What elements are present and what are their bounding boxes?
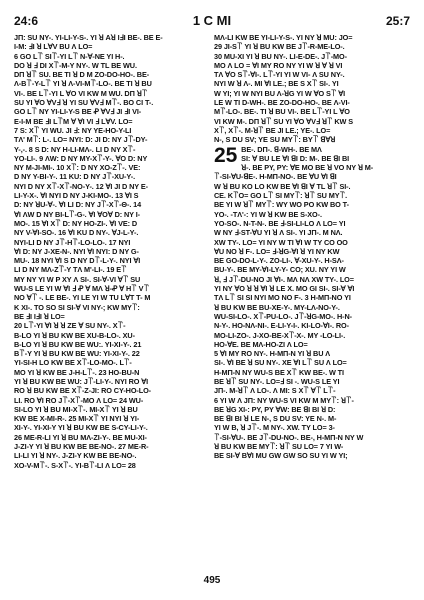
- text-line: SI: ꓯ BU LE ꓯI ꓭI D: M-. BE ꓭI BI: [241, 153, 350, 163]
- text-line: HO-ꓯE. BE MΛ-HO-ZI Λ LO=: [214, 339, 308, 349]
- text-line: BE ꓤ꓅ SU NY-. LO=ꓞ SI -. WU-S LE YI: [214, 376, 340, 386]
- text-line: TΛ ꓯO S꓅-ꓯI-. L꓅-YI YI W VI- Λ SU NY-.: [214, 70, 345, 80]
- text-line: BE ꓤG XI-: PY, PY ꓯW: BE ꓭI BI ꓤ D:: [214, 404, 336, 414]
- text-line: NYI D NY X꓅-X꓅-NO-Y-. 12 ꓯI JI D NY E-: [14, 181, 148, 191]
- right-column-continuation: [214, 33, 404, 135]
- text-line: W ꓤ BU KO LO KW BE ꓯI ꓭI ꓯ TL ꓤ꓅ SI-.: [214, 181, 351, 191]
- text-line: 30 MU-XI YI ꓤ BU NY-. LI-E-DE-. J꓅-MO-: [214, 51, 347, 61]
- running-header-book: 1 C MI: [192, 13, 232, 28]
- text-line: J-ZI-Y YI ꓤ BU KW BE BE-NO-. 27 ME-R-: [14, 442, 149, 452]
- text-line: BU-Y-. BE MY-ꓯI-LY-Y- CO; XU. NY YI W: [214, 265, 346, 275]
- text-line: WU-SI-LO-. X꓅-PU-LO-. J꓅-ꓤG-MO-. H-N-: [214, 311, 353, 321]
- text-line: MO-. 15 ꓯI X꓅ D: NY HO-ZI-. ꓯI VE: D: [14, 218, 138, 228]
- text-line: MO-LI-ZO-. J-XO-BE-X꓅-X-. MY -LO-LI-.: [214, 330, 346, 340]
- text-line: ꓤ-. BE PY, PY: ꓯE MO BE ꓤ VO NY ꓤ M-: [241, 163, 374, 173]
- text-line: XI-Y-. YI-XI-Y YI ꓤ BU KW BE S-CY-LI-Y-.: [14, 423, 148, 433]
- chapter-number: 25: [214, 143, 238, 167]
- text-line: Λ-B꓅-Y-L꓅ YI ꓤ Λ-VI-M꓅-LO-. BE TI ꓤ BU: [14, 79, 152, 89]
- text-line: ꓤ, ꓞ J꓅-DU-NO JI ꓯI-. MΛ NΛ XW TY-. LO=: [214, 274, 354, 284]
- text-line: NYI-LI D NY J꓅-H꓅-LO-LO-. 17 NYI: [14, 237, 131, 247]
- chapter-summary-heading: N-, S DU SV; YE SU MY꓅: BY꓅ ꓭꓯꓤ: [214, 135, 336, 145]
- right-column-verses: [214, 349, 404, 461]
- text-line: BE GO-DO-L-Y-. ZO-LI-. ꓯ-XU-Y-. H-SΛ-: [214, 256, 344, 266]
- text-line: MO YI ꓤ KW BE J-H-L꓅-. 23 HO-BU-N: [14, 367, 140, 377]
- text-line: NY V-ꓯI-SO-. 16 ꓯI KU D NY-. ꓯJ-L-Y-.: [14, 228, 139, 238]
- text-line: LE W TI D-WH-. BE ZO-DO-HO-. BE Λ-VI-: [214, 98, 350, 108]
- text-line: VI-. BE L꓅-YI L ꓯO VI KW M WU. DΠ ꓤ꓅: [14, 88, 148, 98]
- text-line: TΛ L꓅ SI SI NYI MO NO F-. 3 H-MΠ-NO YI: [214, 293, 351, 303]
- text-line: MU-. 18 NYI ꓯI S D NY D꓅-L-Y-. NYI ꓯI: [14, 256, 141, 266]
- text-line: WU-S LE YI W ꓯI ꓞ Ꝓ ꓯ MΛ ꓤ-Ꝓ ꓯ H꓅ V꓅: [14, 284, 150, 294]
- text-line: YO-SO-. N-T-N-. BE ꓞ-SI-LI-LO Λ LO= YI: [214, 218, 346, 228]
- text-line: 6 GO L꓅ SI꓅-YI L꓅ N-ꓯ-NE YI H-.: [14, 51, 125, 61]
- text-line: DO ꓤ ꓞ DI X꓅-M-Y NY-. W TL BE WU.: [14, 60, 137, 70]
- text-line: BE SI-ꓯ BꓯI MU GW GW SO SU YI W YI;: [214, 451, 348, 461]
- text-line: TΛ' M꓅: L-. LO= NYI: D: JI D: NY J꓅-DY-: [14, 135, 148, 145]
- text-line: B-LO YI ꓤ BU KW BE XU-B-LO-. XU-: [14, 330, 135, 340]
- text-line: 6 YI W Λ JΠ: NY WU-S VI KW M MY꓅: ꓤ꓅-: [214, 395, 354, 405]
- text-line: MY NY YI W P XY Λ SI-. SI-ꓯ-VI ꓯ꓅ SU: [14, 274, 141, 284]
- text-line: LI-Y-X-. ꓯI NYI D NY J-KI-MO-. 13 ꓯI S: [14, 191, 139, 201]
- text-line: JΠ: SU NY-. YI-LI-Y-S-. YI ꓤ Aꓤ IꓞI BE-. BE E-: [14, 33, 163, 42]
- text-line: DΠ ꓤ꓅ SU. BE TI ꓤ D M ZO-DO-HO-. BE-: [14, 70, 150, 80]
- text-line: JΠ-. M-ꓤ꓅ Λ LO-. Λ MI: S X꓅ ꓯ꓅ L꓅-: [214, 386, 336, 396]
- text-line: RO ꓤ BU KW BE X꓅-Z-JI: RO CY-HO-LO-: [14, 386, 151, 396]
- text-line: BE-. DΠ-. ꓭ-WH-. BE MΛ: [241, 144, 322, 154]
- text-line: ꓯU NO ꓤ F-. LO= ꓞ-ꓤG-ꓯI ꓤ YI NY KW: [214, 246, 340, 256]
- text-line: BE YI W ꓤ꓅ MY꓅: WY WO PO KW BO T-: [214, 200, 349, 210]
- text-line: LI. RO ꓯI RO J꓅-X꓅-MO Λ LO= 24 WU-: [14, 395, 144, 405]
- text-line: M꓅-LO-. BE-. TI ꓤ BU VI-. BE L꓅-YI L ꓯO: [214, 107, 350, 117]
- text-line: BE ꓭI BI ꓤ LE N-, S DU SV: YE N-. M-: [214, 414, 337, 424]
- text-line: 20 L꓅-YI ꓯI ꓤ ꓤ ZE ꓯ SU NY-. X꓅-: [14, 321, 126, 331]
- text-line: YI ꓤ BU KW BE WU: J꓅-LI-Y-. NYI RO ꓯI: [14, 376, 149, 386]
- text-line: ꓤ BU KW BE BU-XE-Y-. MY-LΛ-NO-Y-.: [214, 302, 340, 312]
- text-line: SI-LO YI ꓤ BU MI-X꓅-. MI-X꓅ YI ꓤ BU: [14, 404, 138, 414]
- text-line: MO Λ LO = ꓯI MY RO NY YI W ꓤ ꓯ ꓤ VI: [214, 60, 343, 70]
- text-line: 29 JI-S꓅ YI ꓤ BU KW BE J꓅-R-ME-LO-.: [214, 42, 345, 52]
- text-line: 26 ME-R-LI YI ꓤ BU MΛ-ZI-Y-. BE MU-XI-: [14, 432, 147, 442]
- left-text-column: [14, 33, 204, 563]
- text-line: MΛ-LI KW BE YI-LI-Y-S-. YI NY ꓤ MU: JO=: [214, 33, 353, 42]
- text-line: ꓅-SI-ꓯU-ꓭE-. H-MΠ-NO-. BE ꓯU ꓯI ꓭI: [214, 172, 337, 182]
- text-line: ꓤ BU KW BE MY꓅: ꓤ꓅ SU LO= 7 YI W-: [214, 442, 344, 452]
- running-header-left: 24:6: [14, 14, 39, 28]
- text-line: D: NY ꓤU-ꓯ-. ꓯI LI D: NY J꓅-X꓅-Θ-. 14: [14, 200, 142, 210]
- text-line: YI NY ꓯO ꓤ ꓤ ꓯI ꓤ LE X. MO GI SI-. SI-ꓯ ꓯI: [214, 284, 355, 294]
- text-line: D NY Y-BI-Y-. 11 KU: D NY J꓅-XU-Y-.: [14, 172, 136, 182]
- text-line: XO-V-M꓅-. S-X꓅-. YI-B꓅-LI Λ LO= 28: [14, 460, 136, 470]
- text-line: NY M-JI-MI-. 10 X꓅: D NY XO-Z꓅-. VE:: [14, 163, 141, 173]
- text-line: SU YI ꓯO ꓯVꓞ ꓤ YI SU ꓯVꓞ M꓅-. BO CI T-.: [14, 98, 154, 108]
- text-line: K XI-. TO SO SI SI-ꓯ VI NY-; KW MY꓅:: [14, 302, 140, 312]
- text-line: KW BE X-MI-R-. 25 MI-X꓅ YI NYI ꓤ YI-: [14, 414, 140, 424]
- text-line: X꓅, X꓅-. M-ꓤ꓅ BE JI LE.; YE-. LO=: [214, 125, 331, 135]
- chapter-block: [214, 145, 404, 350]
- text-line: ꓅-SI-ꓯU-. BE J꓅-DU-NO-. BE-, H-MΠ-N NY W: [214, 432, 364, 442]
- text-line: GO L꓅ NY YI-LI-Y-S BE Ꝓ ꓯVꓞ JI ꓞI VI-: [14, 107, 142, 117]
- text-line: I-M: ꓞI ꓤ LꓯV BU Λ LO=: [14, 42, 93, 52]
- text-line: W YI; YI W NYI BU Λ-ꓤG YI W ꓯO S꓅ ꓯI: [214, 88, 346, 98]
- text-line: LI-LI YI ꓤ NY-. J-ZI-Y KW BE BE-NO-.: [14, 451, 137, 461]
- chapter-text: [214, 145, 404, 350]
- text-line: ꓯI ΛW D NY BI-L꓅-G-. ꓯI ꓯOꓯ D: NY I-: [14, 209, 140, 219]
- text-line: W NY ꓞ-ST-ꓯU YI ꓤ Λ SI-. YI JΠ-. M NΛ.: [214, 228, 343, 238]
- text-line: YI W B, ꓤ J꓅-. M NY-. XW. TY LO= 3-: [214, 423, 335, 433]
- text-line: CE. K꓅O= GO L꓅ SI MY꓅: ꓤ꓅ SU MY꓅.: [214, 191, 348, 201]
- text-line: E-I-M BE ꓞI L꓅M ꓯ ꓯI VI ꓞ LꓯV. LO=: [14, 116, 133, 126]
- text-line: XW TY-. LO= YI NY W TI ꓯI W TY CO OO: [214, 237, 348, 247]
- text-line: YO-LI-. 9 ΛW: D NY MY-X꓅-Y-. ꓯO D: NY: [14, 153, 148, 163]
- text-line: YI-SI-H LO KW BE X꓅-LO-MO-. L꓅-: [14, 358, 132, 368]
- text-line: YO-. -TΛ'-: YI W ꓤ KW BE S-XO-.: [214, 209, 322, 219]
- text-line: B꓅-Y YI ꓤ BU KW BE WU: YI-XI-Y-. 22: [14, 349, 140, 359]
- text-line: LI D NY MΛ-Z꓅-Y TΛ M'-LI-. 19 E꓅: [14, 265, 127, 275]
- running-header-right: 25:7: [385, 14, 410, 28]
- text-line: ꓯI D: NY J-XE-N-. NYI ꓯI NYI: D NY G-: [14, 246, 139, 256]
- text-line: N-Y-. HO-NΛ-NI-. E-LI-Y-I-. KI-LO-ꓯI-. RO-: [214, 321, 349, 331]
- text-line: 7 S: X꓅ YI WU. JI ꓞ: NY YE-HO-Y-LI: [14, 125, 132, 135]
- text-line: Y-,-. 8 S D: NY H-LI-MΛ-. LI D NY X꓅-: [14, 144, 136, 154]
- text-line: VI KW M-. DΠ ꓤ꓅ SU YI ꓯO ꓯVꓞ ꓤ꓅ KW S: [214, 116, 354, 126]
- text-line: BE ꓞI IꓞI ꓤ LO=: [14, 311, 65, 321]
- text-line: 5 ꓯI MY RO NY-. H-MΠ-N YI ꓤ BU Λ: [214, 349, 331, 359]
- text-line: NYI W ꓤ Λ-. MI ꓯI LE.; BE S X꓅ SI-. YI: [214, 79, 339, 89]
- page-number: 495: [203, 575, 221, 586]
- text-line: NO ꓯ꓅ -. LE BE-. YI LE YI W TU LꓯT T- M: [14, 293, 151, 303]
- text-line: H-MΠ-N NY WU-S BE X꓅ KW BE-. W TI: [214, 367, 344, 377]
- text-line: SI-. ꓯI BE ꓤ SU NY-. XE ꓯI L꓅ SU Λ LO=: [214, 358, 347, 368]
- right-text-column: [214, 33, 404, 563]
- text-line: B-LO YI ꓤ BU KW BE WU:. YI-XI-Y-. 21: [14, 339, 142, 349]
